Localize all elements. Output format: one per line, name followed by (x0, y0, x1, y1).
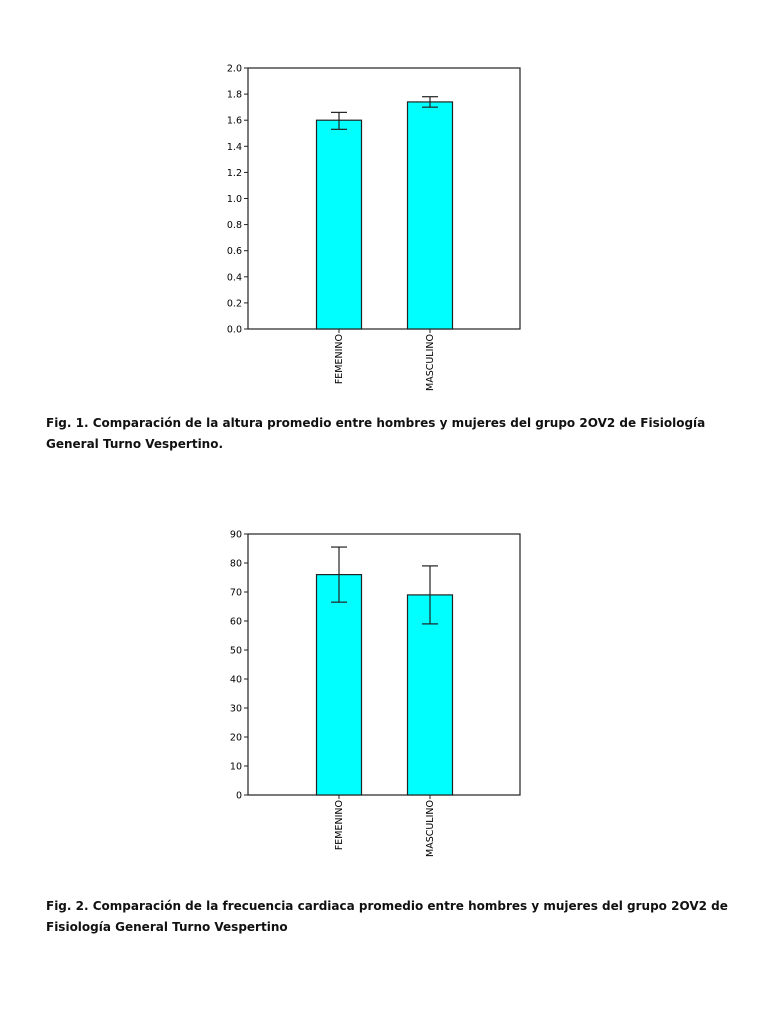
y-tick-label: 2.0 (226, 63, 242, 75)
bar-masculino (408, 595, 453, 795)
y-tick-label: 1.8 (226, 89, 242, 101)
category-label-masculino: MASCULINO (425, 334, 436, 391)
y-tick-label: 0.0 (226, 324, 242, 336)
y-tick-label: 1.4 (226, 141, 242, 153)
y-tick-label: 50 (229, 645, 242, 657)
y-tick-label: 90 (229, 529, 242, 541)
bar-femenino (317, 575, 362, 795)
y-tick-label: 60 (229, 616, 242, 628)
y-tick-label: 80 (229, 558, 242, 570)
y-tick-label: 30 (229, 703, 242, 715)
category-label-femenino: FEMENINO (334, 334, 345, 385)
y-tick-label: 70 (229, 587, 242, 599)
figure-caption-1: Fig. 1. Comparación de la altura promedio entre hombres y mujeres del grupo 2OV2 de Fisiología General Turno Vespertino. (46, 416, 706, 451)
y-tick-label: 1.2 (226, 167, 242, 179)
y-tick-label: 0.2 (226, 298, 242, 310)
y-tick-label: 1.6 (226, 115, 242, 127)
y-tick-label: 0.8 (226, 220, 242, 232)
y-tick-label: 0.6 (226, 246, 242, 258)
bar-masculino (408, 102, 453, 329)
category-label-femenino: FEMENINO (334, 800, 345, 851)
y-tick-label: 40 (229, 674, 242, 686)
chart-frecuencia-cardiaca (0, 466, 768, 866)
y-tick-label: 0 (235, 790, 242, 802)
y-tick-label: 10 (229, 761, 242, 773)
y-tick-label: 20 (229, 732, 242, 744)
chart-altura (0, 0, 768, 400)
plot-frame (248, 68, 520, 329)
category-label-masculino: MASCULINO (425, 800, 436, 857)
plot-frame (248, 534, 520, 795)
y-tick-label: 0.4 (226, 272, 242, 284)
y-tick-label: 1.0 (226, 194, 242, 205)
figure-caption-2: Fig. 2. Comparación de la frecuencia cardiaca promedio entre hombres y mujeres del grupo 2OV2 de Fisiología General Turno Vespertino (46, 899, 728, 934)
bar-femenino (317, 120, 362, 329)
